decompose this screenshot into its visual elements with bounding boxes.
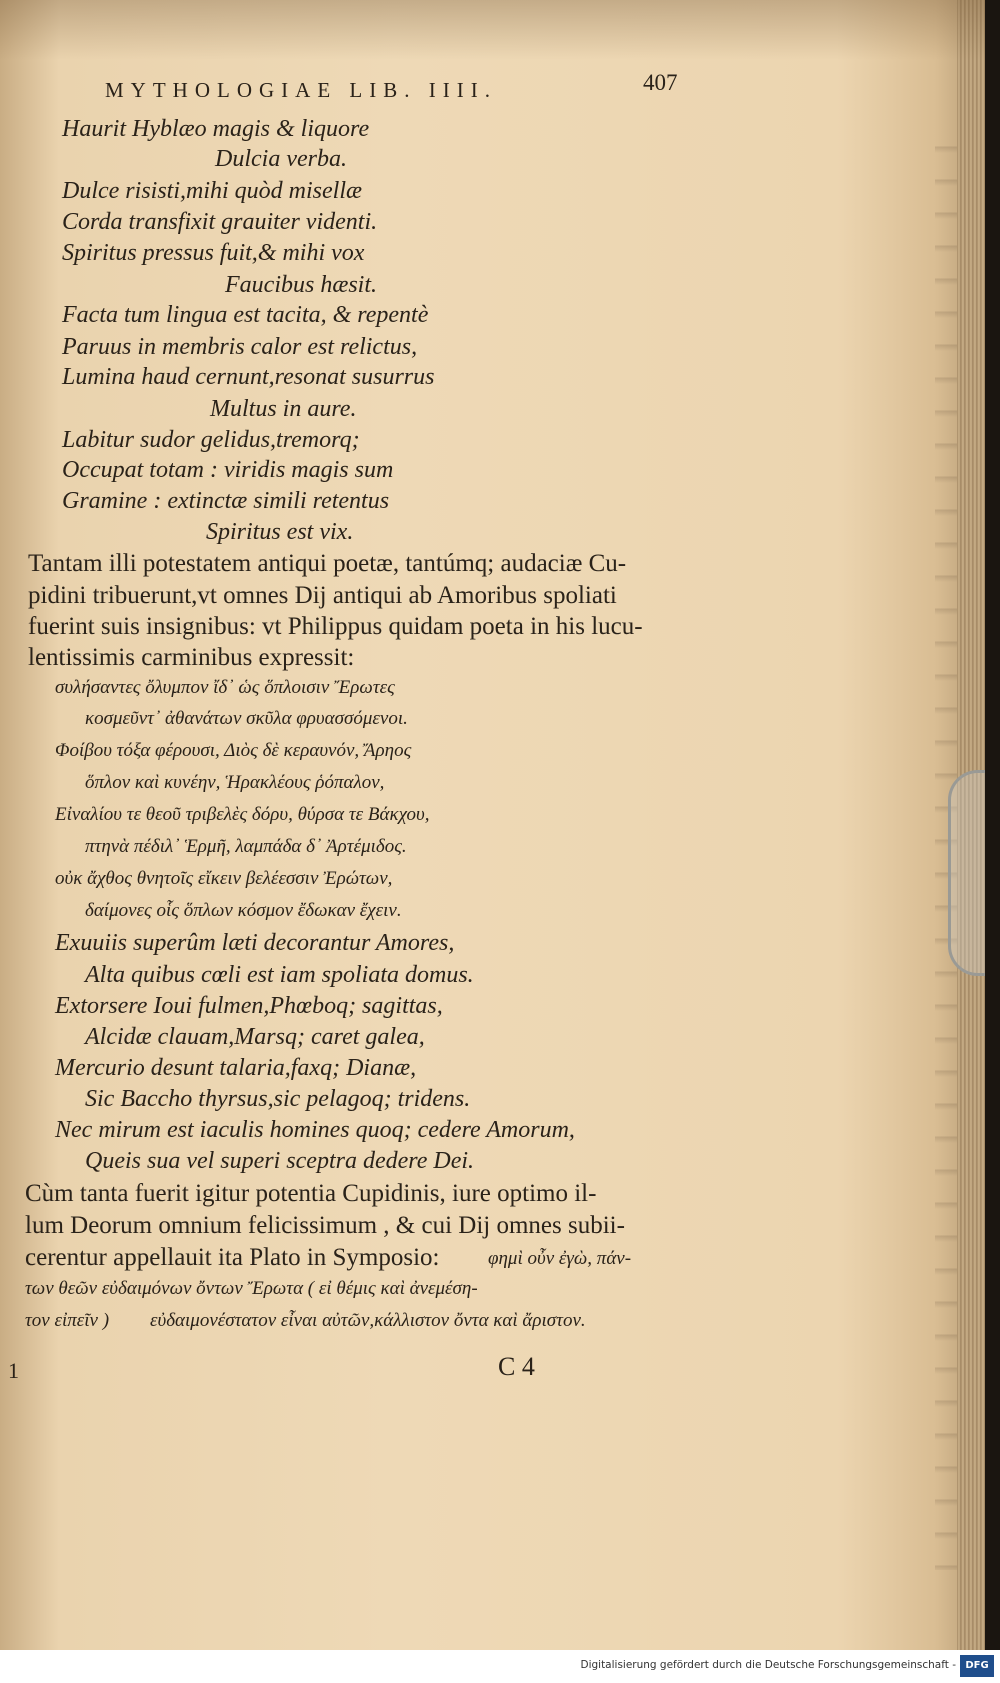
verse-line: Alta quibus cœli est iam spoliata domus.: [85, 962, 474, 988]
greek-prose-line: των θεῶν εὐδαιμόνων ὄντων Ἔρωτα ( εἰ θέμις καὶ ἀνεμέση-: [25, 1278, 478, 1299]
greek-verse-line: Φοίβου τόξα φέρουσι, Διὸς δὲ κεραυνόν, Ἄρηος: [55, 740, 412, 761]
prose-line: cerentur appellauit ita Plato in Symposio:: [25, 1244, 440, 1271]
verse-line: Dulcia verba.: [215, 146, 347, 172]
verse-line: Extorsere Ioui fulmen,Phœboq; sagittas,: [55, 993, 443, 1019]
dfg-logo: DFG: [960, 1655, 994, 1677]
verse-line: Paruus in membris calor est relictus,: [62, 334, 418, 360]
page-number: 407: [643, 70, 678, 95]
verse-line: Spiritus est vix.: [206, 519, 354, 545]
running-title: MYTHOLOGIAE LIB. IIII.: [105, 78, 497, 102]
verse-line: Exuuiis superûm læti decorantur Amores,: [55, 930, 455, 956]
verse-line: Dulce risisti,mihi quòd misellæ: [62, 178, 362, 204]
verse-line: Gramine : extinctæ simili retentus: [62, 488, 390, 514]
verse-line: Facta tum lingua est tacita, & repentè: [62, 302, 429, 328]
verse-line: Corda transfixit grauiter videnti.: [62, 209, 378, 235]
verse-line: Faucibus hæsit.: [225, 272, 378, 298]
signature-mark: C 4: [498, 1352, 535, 1381]
greek-inline: φημὶ οὖν ἐγὼ, πάν-: [488, 1248, 632, 1269]
digitization-footer: [0, 1650, 1000, 1683]
verse-line: Sic Baccho thyrsus,sic pelagoq; tridens.: [85, 1086, 471, 1112]
verse-line: Alcidæ clauam,Marsq; caret galea,: [85, 1024, 425, 1050]
verse-line: Haurit Hyblæo magis & liquore: [62, 116, 370, 142]
greek-verse-line: συλήσαντες ὄλυμπον ἴδ᾽ ὡς ὅπλοισιν Ἔρωτες: [55, 677, 395, 698]
prose-line: Tantam illi potestatem antiqui poetæ, tantúmq; audaciæ Cu-: [28, 550, 627, 577]
greek-verse-line: ὅπλον καὶ κυνέην, Ἡρακλέους ῥόπαλον,: [85, 772, 385, 793]
verse-line: Multus in aure.: [210, 396, 357, 422]
footer-credit: Digitalisierung gefördert durch die Deutsche Forschungsgemeinschaft -: [580, 1659, 956, 1671]
verse-line: Mercurio desunt talaria,faxq; Dianæ,: [55, 1055, 417, 1081]
greek-verse-line: Εἰναλίου τε θεοῦ τριβελὲς δόρυ, θύρσα τε Βάκχου,: [55, 804, 430, 825]
prose-line: lentissimis carminibus expressit:: [28, 644, 355, 671]
greek-prose-line: τον εἰπεῖν ): [25, 1310, 110, 1331]
prose-line: pidini tribuerunt,vt omnes Dij antiqui ab Amoribus spoliati: [28, 582, 617, 609]
greek-prose-line: εὐδαιμονέστατον εἶναι αὐτῶν,κάλλιστον ὄντα καὶ ἄριστον.: [150, 1310, 586, 1331]
verse-line: Lumina haud cernunt,resonat susurrus: [62, 364, 435, 390]
verse-line: Labitur sudor gelidus,tremorq;: [62, 427, 360, 453]
prose-line: Cùm tanta fuerit igitur potentia Cupidinis, iure optimo il-: [25, 1180, 597, 1207]
margin-mark: 1: [8, 1358, 19, 1383]
greek-verse-line: πτηνὰ πέδιλ᾽ Ἑρμῆ, λαμπάδα δ᾽ Ἀρτέμιδος.: [85, 836, 407, 857]
prose-line: fuerint suis insignibus: vt Philippus quidam poeta in his lucu-: [28, 613, 643, 640]
prose-line: lum Deorum omnium felicissimum , & cui Dij omnes subii-: [25, 1212, 625, 1239]
verse-line: Queis sua vel superi sceptra dedere Dei.: [85, 1148, 475, 1174]
greek-verse-line: δαίμονες οἷς ὅπλων κόσμον ἔδωκαν ἔχειν.: [85, 900, 402, 921]
verse-line: Spiritus pressus fuit,& mihi vox: [62, 240, 365, 266]
greek-verse-line: οὐκ ἄχθος θνητοῖς εἴκειν βελέεσσιν Ἐρώτων,: [55, 868, 393, 889]
greek-verse-line: κοσμεῦντ᾽ ἀθανάτων σκῦλα φρυασσόμενοι.: [85, 708, 408, 729]
verse-line: Nec mirum est iaculis homines quoq; cedere Amorum,: [55, 1117, 575, 1143]
verse-line: Occupat totam : viridis magis sum: [62, 457, 394, 483]
